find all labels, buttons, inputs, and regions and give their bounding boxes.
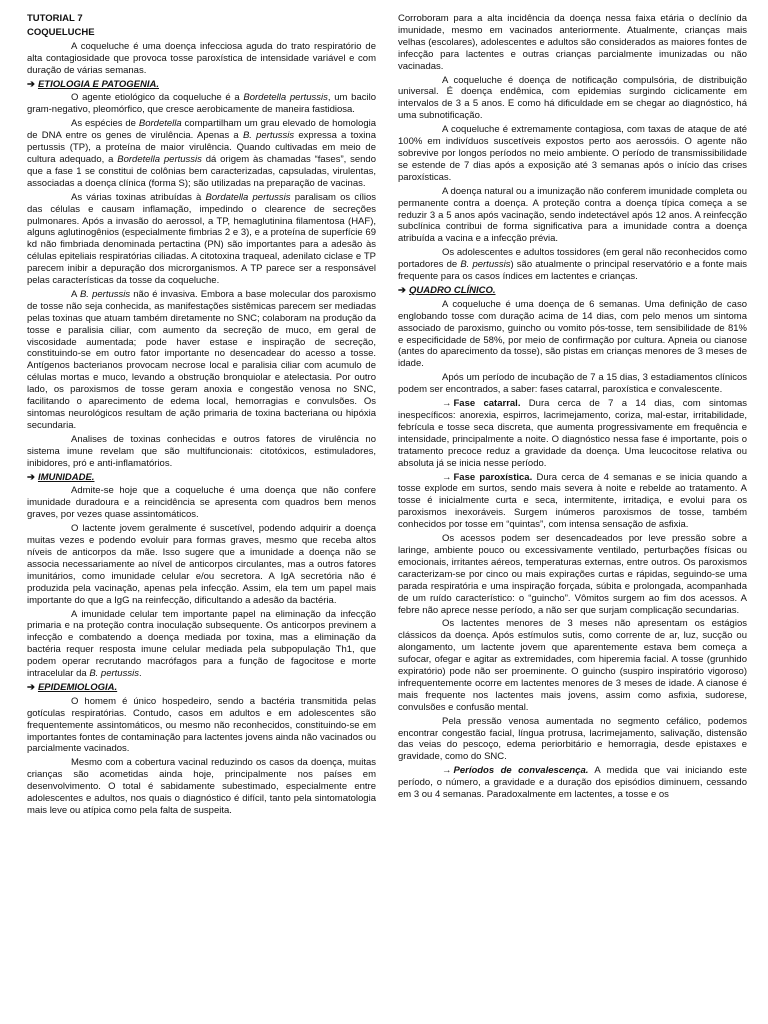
text-run: A <box>71 288 80 300</box>
text-run: As várias toxinas atribuídas à <box>71 191 206 203</box>
paragraph: O lactente jovem geralmente é suscetível, podendo adquirir a doença muitas vezes e podendo evoluir para formas graves, mesmo que receba altos níveis de anticorpos da mãe. Isso sugere que a imunidade a doença não se associa necessariamente ao nível de anticorpos circulantes, mas a outros fatores imunitários, como imunidade celular e/ou secretora. A IgA secretória não é produzida pela vacinação, apenas pela infecção. Assim, ela tem um papel mais importante do que a IgG na reinfecção, dificultando a adesão da bactéria. <box>27 523 376 606</box>
text-run: paralisam os cílios das células e causam inflamação, impedindo o clearence de secreções pulmonares. Após a invasão do aerossol, a TP, hemaglutinina filamentosa (HAF), alguns aglutinogênios (especialmente fimbrias 2 e 3), e a proteína de superfície 69 kd não fimbriada denominada pertactina (PN) são importantes para a adesão às células epiteliais respiratórias ciliadas. A citotoxina traqueal, adenilato ciclase e TP parecem inibir a depuração dos microrganismos. A TP parece ser a responsável pelas características da tosse da coqueluche. <box>27 191 377 287</box>
species-name: B. pertussis <box>89 668 139 680</box>
text-run: ) são atualmente o principal reservatório e a fonte mais frequente para os casos índices em lactentes e crianças. <box>398 259 747 283</box>
species-name: B. pertussis <box>79 288 131 300</box>
paragraph: Pela pressão venosa aumentada no segmento cefálico, podemos encontrar congestão facial, língua protrusa, lacrimejamento, salivação, distensão das veias do pescoço, edema periorbitário e hemorragia, desde epistaxes e gravidade, como do SNC. <box>398 715 747 763</box>
phase-title: Fase paroxística. <box>453 471 533 483</box>
document-title: TUTORIAL 7 <box>27 13 83 24</box>
paragraph <box>27 92 376 116</box>
document-subtitle: COQUELUCHE <box>27 26 95 38</box>
section-heading-quadro-clinico <box>398 285 747 297</box>
phase-convalescenca-paragraph <box>398 765 747 801</box>
text-run: , um bacilo gram-negativo, pleomórfico, que cresce aerobicamente de maneira fastidiosa. <box>27 92 376 116</box>
phase-paroxistica-paragraph <box>398 472 747 532</box>
section-heading-epidemiologia <box>27 682 376 694</box>
paragraph <box>398 247 747 283</box>
intro-paragraph: A coqueluche é uma doença infecciosa aguda do trato respiratório de alta contagiosidade que provoca tosse paroxística de intensidade variável e com duração de várias semanas. <box>27 40 376 76</box>
text-run: Dura cerca de 7 a 14 dias, com sintomas inespecíficos: anorexia, espirros, lacrimejamento, coriza, mal-estar, irritabilidade, febrícula e tosse seca discreta, que aumenta progressivamente em frequência e intensidade, principalmente a noite. O diagnóstico nessa fase é importante, pois o tratamento precoce reduz a gravidade da doença. Uma leucocitose relativa ou absoluta já se inicia nesse período. <box>398 398 748 469</box>
species-name: B. pertussis <box>460 259 511 271</box>
paragraph: A coqueluche é doença de notificação compulsória, de distribuição universal. É doença endêmica, com epidemias surgindo ciclicamente em intervalos de 3 a 5 anos. E como há dificuldade em se chegar ao diagnóstico, há uma subnotificação. <box>398 74 747 122</box>
phase-catarral-paragraph <box>398 398 747 469</box>
species-name: Bordetella pertussis <box>117 153 202 165</box>
species-name: Bordetella pertussis <box>243 92 328 104</box>
right-column <box>398 13 747 1024</box>
text-run: dá origem às chamadas “fases”, sendo que a fase 1 se constitui de colônias bem caracterizadas, capsuladas, virulentas, associadas a doença clínica (forma S); são utilizadas na preparação de vacinas. <box>27 153 376 189</box>
left-column <box>27 13 376 1024</box>
section-heading-etiologia <box>27 79 376 91</box>
text-run: A imunidade celular tem importante papel na eliminação da infecção primaria e na proteção contra inoculação subsequente. Os anticorpos previnem a infecção e combatendo a doença mediada por toxina, mas a eliminação da bactéria requer resposta imune celular mediada pela subpopulação Th1, que podem operar recrutando macrófagos para a função de fagocitose e morte intracelular da <box>27 608 376 680</box>
section-title: QUADRO CLÍNICO. <box>408 284 496 296</box>
phase-title: Períodos de convalescença. <box>453 765 589 777</box>
arrow-right-thin-icon: → <box>442 471 452 483</box>
paragraph: Os acessos podem ser desencadeados por leve pressão sobre a laringe, ambiente pouco ou excessivamente ventilado, perturbações físicas ou emocionais, irritantes aéreos, temperaturas externas, entre outros. Os paroxismos caracterizam-se por cinco ou mais expirações curtas e rápidas, seguindo-se uma parada respiratória e uma inspiração forçada, súbita e prolongada, acompanhada de um ruído característico: o “guincho”. Vômitos surgem ao fim dos acessos. A febre não aprece nesse período, a não ser que surjam complicação secundarias. <box>398 533 747 616</box>
text-run: Os adolescentes e adultos tossidores (em geral não reconhecidos como portadores de <box>398 247 747 271</box>
section-title: EPIDEMIOLOGIA. <box>37 681 118 693</box>
text-run: As espécies de <box>71 118 139 130</box>
text-run: A medida que vai iniciando este período, o número, a gravidade e a duração dos episódios diminuem, cessando em 3 ou 4 semanas. Paradoxalmente em lactentes, a tosse e os <box>398 765 747 801</box>
species-name: Bordetella <box>138 118 182 130</box>
species-name: Bordatella pertussis <box>205 191 291 203</box>
paragraph <box>27 609 376 680</box>
paragraph: Corroboram para a alta incidência da doença nessa faixa etária o declínio da imunidade, mesmo em vacinados anteriormente. Atualmente, crianças mais velhas (escolares), adolescentes e adultos são considerados as maiores fontes de infecção para lactentes e outras crianças parcialmente imunizadas ou não vacinadas. <box>398 13 747 72</box>
paragraph: Após um período de incubação de 7 a 15 dias, 3 estadiamentos clínicos podem ser encontrados, a saber: fases catarral, paroxística e convalescente. <box>398 372 747 396</box>
text-run: Dura cerca de 4 semanas e se inicia quando a tosse explode em surtos, sendo mais severa à noite e rebelde ao tratamento. A tosse é inicialmente curta e seca, intermitente, irritadiça, e evolui para os paroxismos inexoráveis. Surgem inúmeros paroxismos de tosse, também conhecidos por tosse em “quintas”, com intensa sensação de asfixia. <box>398 471 747 531</box>
arrow-right-bold-icon: ➔ <box>27 78 35 90</box>
paragraph: Admite-se hoje que a coqueluche é uma doença que não confere imunidade duradoura e a reincidência se apresenta com quadros bem menos graves, por vezes quase assintomáticos. <box>27 485 376 521</box>
paragraph: A doença natural ou a imunização não conferem imunidade completa ou permanente contra a doença. A proteção contra a doença típica começa a se reduzir 3 a 5 anos após vacinação, sendo indetectável após 12 anos. A reinfecção subclínica contribui de forma significativa para a imunidade contra a doença atribuída a vacina e a infecção prévia. <box>398 185 747 245</box>
paragraph: Mesmo com a cobertura vacinal reduzindo os casos da doença, muitas crianças são acometidas ainda hoje, principalmente nos países em desenvolvimento. O total é sabidamente subestimado, especialmente entre adolescentes e adultos, nos quais o diagnóstico é difícil, tanto pela sintomatologia mais leve ou atípica como pela falta de suspeita. <box>27 757 376 816</box>
text-run: . <box>138 668 142 680</box>
arrow-right-bold-icon: ➔ <box>27 471 35 483</box>
arrow-right-bold-icon: ➔ <box>398 284 406 296</box>
species-name: B. pertussis <box>242 130 295 142</box>
paragraph: Os lactentes menores de 3 meses não apresentam os estágios clássicos da doença. Após estímulos sutis, como corrente de ar, luz, sucção ou alongamento, um lactente jovem que aparentemente estava bem começa a sufocar, ofegar e agitar as extremidades, com hiperemia facial. A tosse (grunhido expiratório) pode não ser proeminente. O guincho (suspiro inspiratório vigoroso) infrequentemente ocorre em lactentes menores de 3 meses de idade. A cianose é mais frequente nos lactentes mais jovens, assim como asfixia, sudorese, convulsões e confusão mental. <box>398 618 747 713</box>
arrow-right-thin-icon: → <box>442 398 452 410</box>
arrow-right-thin-icon: → <box>442 765 452 777</box>
paragraph: A coqueluche é uma doença de 6 semanas. Uma definição de caso englobando tosse com duração acima de 14 dias, com pelo menos um sintoma associado de paroxismo, guincho ou vomito pós-tosse, tem sensibilidade de 81% e especificidade de 58%, por meio de confirmação por cultura. Apneia ou cianose (antes do aparecimento da tosse), são pistas em crianças menores de 3 meses de idade. <box>398 298 747 370</box>
paragraph <box>27 118 376 189</box>
text-run: expressa a toxina pertussis (TP), a proteína de maior virulência. Quando cultivadas em meio de cultura adequado, a <box>27 130 376 165</box>
text-run: não é invasiva. Embora a base molecular dos paroxismo de tosse não seja conhecida, as manifestações sistêmicas parecem ser mediadas pelas toxinas que atuam também diretamente no SNC; colaboram na produção da tosse e paralisia ciliar, com aumento da secreção de muco, em geral de viscosidade aumentada; pode haver estase e inspiração de secreção, constituindo-se em outro fator importante no desencadear do acesso a tosse. Antígenos bacterianos provocam necrose local e paralisia ciliar com acumulo de células mortas e muco, levando a obstrução bronquiolar e atelectasia. Por outro lado, os paroxismos de tosse geram anoxia e congestão venosa no SNC, facilitando o aparecimento de edema local, hemorragias e convulsões. Os sintomas neurológicos resultam de ação primaria de toxina bacteriana ou hipóxia secundaria. <box>27 288 376 431</box>
phase-title: Fase catarral. <box>453 398 521 410</box>
paragraph: Analises de toxinas conhecidas e outros fatores de virulência no sistema imune revelam que são multifuncionais: citotóxicos, estimuladores, inibidores, pró e anti-inflamatórios. <box>27 433 376 469</box>
text-run: compartilham um grau elevado de homologia de DNA entre os genes de virulência. Apenas a <box>27 118 376 142</box>
paragraph: O homem é único hospedeiro, sendo a bactéria transmitida pelas gotículas respiratórias. Contudo, casos em adultos e em adolescentes são frequentemente assintomáticos, ou mesmo não reconhecidos, constituindo-se em importantes fontes de contaminação para lactentes jovens ainda não vacinados ou parcialmente vacinados. <box>27 695 376 755</box>
arrow-right-bold-icon: ➔ <box>27 681 35 693</box>
section-heading-imunidade <box>27 472 376 484</box>
paragraph <box>27 192 376 287</box>
text-run: O agente etiológico da coqueluche é a <box>71 92 244 104</box>
paragraph <box>27 289 376 432</box>
section-title: IMUNIDADE. <box>37 471 95 483</box>
section-title: ETIOLOGIA E PATOGENIA. <box>37 78 160 90</box>
paragraph: A coqueluche é extremamente contagiosa, com taxas de ataque de até 100% em indivíduos suscetíveis expostos perto aos aerossóis. O agente não sobrevive por longos períodos no meio ambiente. O período de transmissibilidade se estende de 7 dias após a exposição até 3 semanas após o início das crises paroxísticas. <box>398 124 747 183</box>
